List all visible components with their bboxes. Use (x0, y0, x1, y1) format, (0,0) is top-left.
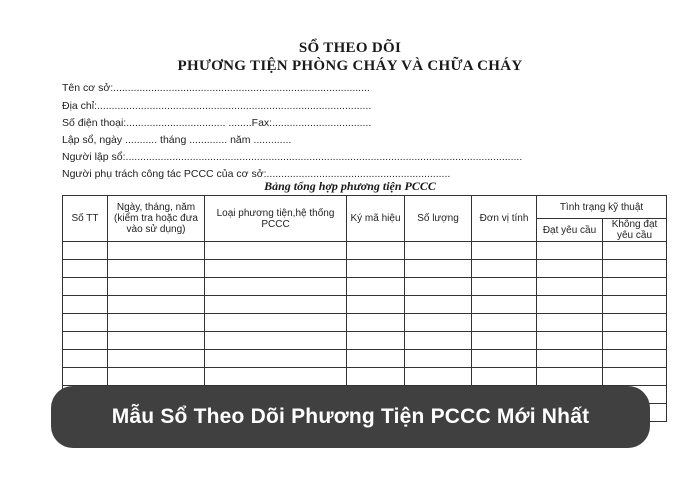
table-cell (603, 242, 667, 260)
table-cell (205, 260, 347, 278)
table-row (63, 314, 667, 332)
table-cell (108, 242, 205, 260)
table-cell (63, 332, 108, 350)
header-stt: Số TT (63, 196, 108, 242)
table-cell (603, 350, 667, 368)
table-cell (537, 278, 603, 296)
table-cell (108, 350, 205, 368)
table-row (63, 350, 667, 368)
table-row (63, 260, 667, 278)
table-cell (347, 260, 405, 278)
table-cell (472, 368, 537, 386)
field-person-in-charge: Người phụ trách công tác PCCC của cơ sở:............................................................... (62, 168, 451, 180)
table-cell (108, 332, 205, 350)
table-cell (108, 296, 205, 314)
table-cell (603, 278, 667, 296)
table-cell (537, 332, 603, 350)
table-row (63, 278, 667, 296)
table-cell (347, 278, 405, 296)
header-status-ok: Đạt yêu cầu (537, 219, 603, 242)
table-cell (405, 350, 472, 368)
table-cell (205, 296, 347, 314)
table-cell (472, 314, 537, 332)
table-cell (537, 350, 603, 368)
table-cell (603, 314, 667, 332)
table-cell (603, 332, 667, 350)
table-cell (405, 278, 472, 296)
table-cell (405, 314, 472, 332)
table-cell (347, 332, 405, 350)
table-row (63, 332, 667, 350)
table-cell (63, 368, 108, 386)
table-cell (108, 278, 205, 296)
table-cell (347, 242, 405, 260)
field-facility-name: Tên cơ sở:........................................................................................ (62, 82, 370, 94)
header-quantity: Số lượng (405, 196, 472, 242)
table-cell (537, 296, 603, 314)
caption-banner (51, 386, 650, 448)
table-cell (405, 332, 472, 350)
banner-text: Mẫu Sổ Theo Dõi Phương Tiện PCCC Mới Nhất (111, 405, 590, 428)
table-cell (63, 260, 108, 278)
header-unit: Đơn vị tính (472, 196, 537, 242)
document-subtitle: PHƯƠNG TIỆN PHÒNG CHÁY VÀ CHỮA CHÁY (177, 58, 523, 74)
table-cell (472, 332, 537, 350)
table-cell (537, 260, 603, 278)
table-cell (347, 368, 405, 386)
table-cell (537, 242, 603, 260)
table-cell (108, 260, 205, 278)
table-cell (347, 350, 405, 368)
table-cell (205, 368, 347, 386)
table-row (63, 242, 667, 260)
table-cell (603, 260, 667, 278)
table-cell (405, 368, 472, 386)
table-cell (472, 242, 537, 260)
table-cell (108, 368, 205, 386)
field-address: Địa chỉ:.............................................................................................. (62, 100, 372, 112)
field-phone-fax: Số điện thoại:.................................. ........Fax:.................................. (62, 117, 372, 129)
field-created-by: Người lập sổ:........................................................................................................................................ (62, 151, 523, 163)
table-cell (63, 278, 108, 296)
table-cell (405, 242, 472, 260)
table-cell (347, 296, 405, 314)
table-cell (472, 278, 537, 296)
table-cell (63, 296, 108, 314)
table-title: Bảng tổng hợp phương tiện PCCC (264, 179, 436, 193)
table-cell (108, 314, 205, 332)
table-cell (537, 314, 603, 332)
table-cell (603, 296, 667, 314)
table-cell (537, 368, 603, 386)
field-created-date: Lập sổ, ngày ........... tháng ............. năm ............. (62, 134, 292, 146)
table-cell (472, 260, 537, 278)
header-code: Ký mã hiệu (347, 196, 405, 242)
table-row (63, 368, 667, 386)
table-row (63, 296, 667, 314)
header-equipment-type: Loại phương tiện,hệ thống PCCC (205, 196, 347, 242)
table-cell (205, 350, 347, 368)
table-cell (205, 242, 347, 260)
header-status-fail: Không đạt yêu cầu (603, 219, 667, 242)
table-cell (205, 278, 347, 296)
table-cell (405, 296, 472, 314)
table-cell (205, 332, 347, 350)
table-cell (405, 260, 472, 278)
table-cell (603, 368, 667, 386)
table-cell (63, 242, 108, 260)
table-cell (472, 296, 537, 314)
header-technical-status: Tình trạng kỹ thuật (537, 196, 667, 219)
table-cell (205, 314, 347, 332)
table-cell (63, 314, 108, 332)
table-cell (63, 350, 108, 368)
table-cell (472, 350, 537, 368)
table-cell (347, 314, 405, 332)
document-title: SỔ THEO DÕI (298, 40, 402, 56)
header-date: Ngày, tháng, năm (kiểm tra hoặc đưa vào sử dụng) (108, 196, 205, 242)
